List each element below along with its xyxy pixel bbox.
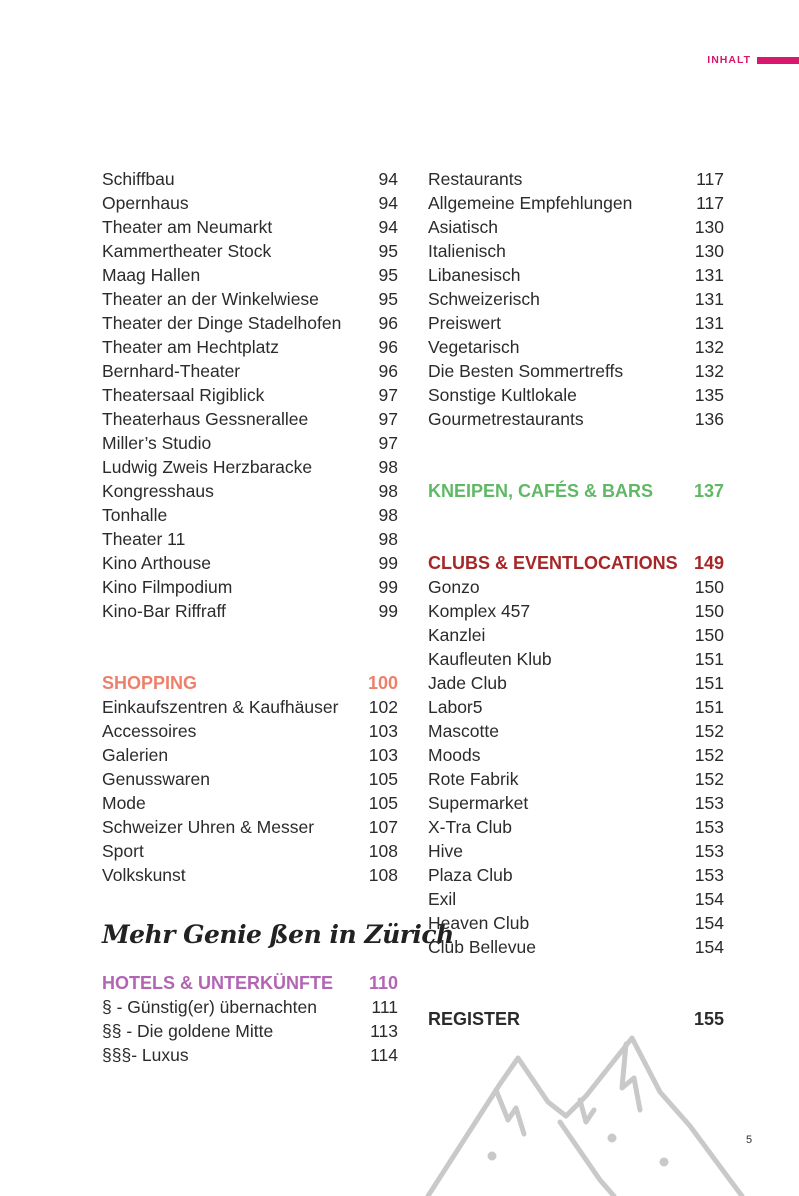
toc-entry[interactable] [102, 455, 398, 479]
entry-label: Mode [102, 793, 146, 813]
page-number: 5 [746, 1134, 753, 1146]
toc-entry[interactable] [428, 383, 724, 407]
entry-label: Jade Club [428, 673, 507, 693]
entry-label: Gourmetrestaurants [428, 409, 584, 429]
entry-label: Theater 11 [102, 529, 186, 549]
section-title: HOTELS & UNTERKÜNFTE [102, 973, 333, 993]
entry-page: 96 [378, 337, 398, 357]
toc-entry[interactable] [102, 335, 398, 359]
entry-label: Tonhalle [102, 505, 168, 525]
entry-label: Ludwig Zweis Herzbaracke [102, 457, 313, 477]
toc-entry[interactable] [102, 191, 398, 215]
entry-page: 152 [694, 769, 724, 789]
entry-label: Miller’s Studio [102, 433, 212, 453]
toc-entry[interactable] [102, 407, 398, 431]
entry-page: 108 [368, 841, 398, 861]
entry-label: Supermarket [428, 793, 529, 813]
entry-page: 95 [378, 265, 398, 285]
toc-entry[interactable] [102, 383, 398, 407]
toc-entry[interactable] [102, 815, 398, 839]
toc-entry[interactable] [102, 215, 398, 239]
entry-page: 98 [378, 457, 398, 477]
entry-page: 152 [694, 721, 724, 741]
clubs-heading[interactable] [428, 551, 724, 575]
entry-label: Kammertheater Stock [102, 241, 272, 261]
entry-label: Mascotte [428, 721, 499, 741]
entry-label: Schweizer Uhren & Messer [102, 817, 315, 837]
entry-page: 114 [370, 1045, 398, 1065]
entry-page: 94 [378, 193, 398, 213]
toc-entry[interactable] [428, 407, 724, 431]
entry-page: 105 [368, 769, 398, 789]
entry-page: 150 [694, 577, 724, 597]
entry-label: Schweizerisch [428, 289, 540, 309]
hotels-list [102, 995, 398, 1067]
entry-label: Kino Arthouse [102, 553, 211, 573]
toc-entry[interactable] [428, 671, 724, 695]
toc-entry[interactable] [428, 815, 724, 839]
entry-label: Sport [102, 841, 144, 861]
toc-entry[interactable] [428, 839, 724, 863]
section-page: 137 [693, 481, 724, 501]
toc-entry[interactable] [428, 767, 724, 791]
entry-page: 99 [378, 553, 398, 573]
toc-entry[interactable] [102, 503, 398, 527]
entry-label: Kino-Bar Riffraff [102, 601, 226, 621]
restaurants-entry[interactable] [428, 167, 724, 191]
toc-entry[interactable] [102, 1019, 398, 1043]
entry-page: 97 [378, 385, 398, 405]
toc-entry[interactable] [428, 911, 724, 935]
entry-label: Sonstige Kultlokale [428, 385, 577, 405]
entry-label: § - Günstig(er) übernachten [102, 997, 317, 1017]
entry-label: Kino Filmpodium [102, 577, 233, 597]
entry-page: 150 [694, 601, 724, 621]
entry-page: 95 [378, 241, 398, 261]
entry-label: Plaza Club [428, 865, 513, 885]
entry-page: 97 [378, 433, 398, 453]
toc-entry[interactable] [102, 263, 398, 287]
toc-entry[interactable] [428, 599, 724, 623]
entry-page: 113 [370, 1021, 398, 1041]
toc-entry[interactable] [102, 527, 398, 551]
entry-label: Preiswert [428, 313, 501, 333]
toc-entry[interactable] [428, 359, 724, 383]
entry-label: Theater am Neumarkt [102, 217, 273, 237]
entry-label: Theater der Dinge Stadelhofen [102, 313, 342, 333]
section-title: REGISTER [428, 1009, 521, 1029]
entry-page: 130 [694, 241, 724, 261]
header-label: INHALT [707, 54, 751, 66]
entry-label: Die Besten Sommertreffs [428, 361, 624, 381]
entry-page: 151 [694, 697, 724, 717]
shopping-heading[interactable] [102, 671, 398, 695]
entry-label: Italienisch [428, 241, 506, 261]
entry-page: 154 [694, 889, 724, 909]
entry-page: 131 [694, 313, 724, 333]
entry-label: Kanzlei [428, 625, 486, 645]
toc-entry[interactable] [428, 575, 724, 599]
entry-page: 98 [378, 505, 398, 525]
section-title: CLUBS & EVENTLOCATIONS [428, 553, 678, 573]
entry-page: 153 [694, 865, 724, 885]
toc-entry[interactable] [102, 995, 398, 1019]
toc-entry[interactable] [428, 743, 724, 767]
section-page: 110 [368, 973, 398, 993]
entry-label: Heaven Club [428, 913, 530, 933]
entry-page: 94 [378, 169, 398, 189]
section-title: KNEIPEN, CAFÉS & BARS [428, 481, 654, 501]
entry-label: Theater an der Winkelwiese [102, 289, 319, 309]
entry-label: Opernhaus [102, 193, 189, 213]
section-title: SHOPPING [102, 673, 198, 693]
toc-entry[interactable] [102, 767, 398, 791]
toc-entry[interactable] [102, 575, 398, 599]
toc-entry[interactable] [428, 887, 724, 911]
toc-entry[interactable] [102, 719, 398, 743]
toc-entry[interactable] [102, 311, 398, 335]
toc-entry[interactable] [428, 335, 724, 359]
register-heading[interactable] [428, 1007, 724, 1031]
entry-label: Rote Fabrik [428, 769, 519, 789]
toc-entry[interactable] [428, 719, 724, 743]
entry-page: 103 [368, 745, 398, 765]
toc-entry[interactable] [102, 479, 398, 503]
toc-entry[interactable] [428, 311, 724, 335]
entry-page: 130 [694, 217, 724, 237]
entry-label: Maag Hallen [102, 265, 201, 285]
entry-page: 131 [694, 265, 724, 285]
entry-label: Accessoires [102, 721, 197, 741]
entry-page: 105 [368, 793, 398, 813]
entry-label: X-Tra Club [428, 817, 512, 837]
kneipen-heading[interactable] [428, 479, 724, 503]
toc-entry[interactable] [102, 743, 398, 767]
toc-entry[interactable] [428, 863, 724, 887]
entry-label: Gonzo [428, 577, 480, 597]
entry-label: Club Bellevue [428, 937, 536, 957]
entry-label: Komplex 457 [428, 601, 531, 621]
entry-label: Hive [428, 841, 464, 861]
entry-page: 107 [368, 817, 398, 837]
entry-label: Galerien [102, 745, 169, 765]
entry-label: Asiatisch [428, 217, 499, 237]
entry-label: Theatersaal Rigiblick [102, 385, 265, 405]
toc-entry[interactable] [102, 1043, 398, 1067]
entry-page: 98 [378, 529, 398, 549]
entry-label: Theaterhaus Gessnerallee [102, 409, 309, 429]
entry-label: Vegetarisch [428, 337, 520, 357]
entry-label: Restaurants [428, 169, 523, 189]
entry-page: 152 [694, 745, 724, 765]
entry-page: 132 [694, 337, 724, 357]
hotels-heading[interactable] [102, 971, 398, 995]
entry-page: 151 [694, 649, 724, 669]
entry-page: 153 [694, 793, 724, 813]
entry-page: 97 [378, 409, 398, 429]
entry-page: 96 [378, 313, 398, 333]
entry-page: 95 [378, 289, 398, 309]
section-page: 155 [693, 1009, 724, 1029]
entry-page: 117 [696, 169, 724, 189]
entry-label: Genusswaren [102, 769, 210, 789]
toc-entry[interactable] [428, 791, 724, 815]
entry-label: Moods [428, 745, 481, 765]
entry-label: §§§- Luxus [102, 1045, 189, 1065]
script-title: Mehr Genie ßen in Zürich [102, 920, 454, 949]
toc-entry[interactable] [428, 263, 724, 287]
entry-page: 131 [694, 289, 724, 309]
entry-label: Theater am Hechtplatz [102, 337, 280, 357]
toc-entry[interactable] [102, 167, 398, 191]
section-page: 149 [693, 553, 724, 573]
entry-page: 96 [378, 361, 398, 381]
toc-entry[interactable] [102, 551, 398, 575]
toc-entry[interactable] [428, 695, 724, 719]
entry-label: Labor5 [428, 697, 483, 717]
entry-label: Exil [428, 889, 457, 909]
toc-entry[interactable] [102, 599, 398, 623]
entry-page: 98 [378, 481, 398, 501]
entry-page: 117 [696, 193, 724, 213]
toc-entry[interactable] [102, 791, 398, 815]
entry-page: 153 [694, 817, 724, 837]
toc-entry[interactable] [428, 191, 724, 215]
toc-entry[interactable] [428, 287, 724, 311]
toc-entry[interactable] [428, 935, 724, 959]
restaurants-list [428, 191, 724, 431]
entry-page: 94 [378, 217, 398, 237]
clubs-list [428, 575, 724, 959]
entry-label: Kongresshaus [102, 481, 214, 501]
entry-label: Allgemeine Empfehlungen [428, 193, 633, 213]
section-header [707, 53, 799, 67]
entry-page: 102 [368, 697, 398, 717]
entry-label: Kaufleuten Klub [428, 649, 552, 669]
toc-entry[interactable] [428, 623, 724, 647]
entry-label: Einkaufszentren & Kaufhäuser [102, 697, 339, 717]
entry-page: 153 [694, 841, 724, 861]
entry-label: Schiffbau [102, 169, 175, 189]
entry-label: §§ - Die goldene Mitte [102, 1021, 274, 1041]
entry-label: Bernhard-Theater [102, 361, 241, 381]
entry-page: 154 [694, 913, 724, 933]
entry-label: Volkskunst [102, 865, 186, 885]
entry-page: 135 [694, 385, 724, 405]
entry-page: 154 [694, 937, 724, 957]
mountain-outline-icon [400, 1030, 799, 1196]
toc-entry[interactable] [102, 359, 398, 383]
entry-page: 151 [694, 673, 724, 693]
toc-entry[interactable] [102, 839, 398, 863]
entry-page: 150 [694, 625, 724, 645]
toc-right-column [428, 167, 724, 1031]
shopping-list [102, 695, 398, 887]
toc-entry[interactable] [428, 239, 724, 263]
entry-page: 103 [368, 721, 398, 741]
toc-entry[interactable] [102, 863, 398, 887]
entry-label: Libanesisch [428, 265, 521, 285]
header-accent-bar [757, 57, 799, 64]
toc-entry[interactable] [428, 647, 724, 671]
entry-page: 111 [371, 997, 398, 1017]
toc-entry[interactable] [102, 287, 398, 311]
entry-page: 108 [368, 865, 398, 885]
entry-page: 99 [378, 601, 398, 621]
theater-list [102, 167, 398, 623]
entry-page: 132 [694, 361, 724, 381]
toc-entry[interactable] [428, 215, 724, 239]
toc-entry[interactable] [102, 431, 398, 455]
section-page: 100 [367, 673, 398, 693]
toc-entry[interactable] [102, 695, 398, 719]
toc-entry[interactable] [102, 239, 398, 263]
entry-page: 99 [378, 577, 398, 597]
entry-page: 136 [694, 409, 724, 429]
